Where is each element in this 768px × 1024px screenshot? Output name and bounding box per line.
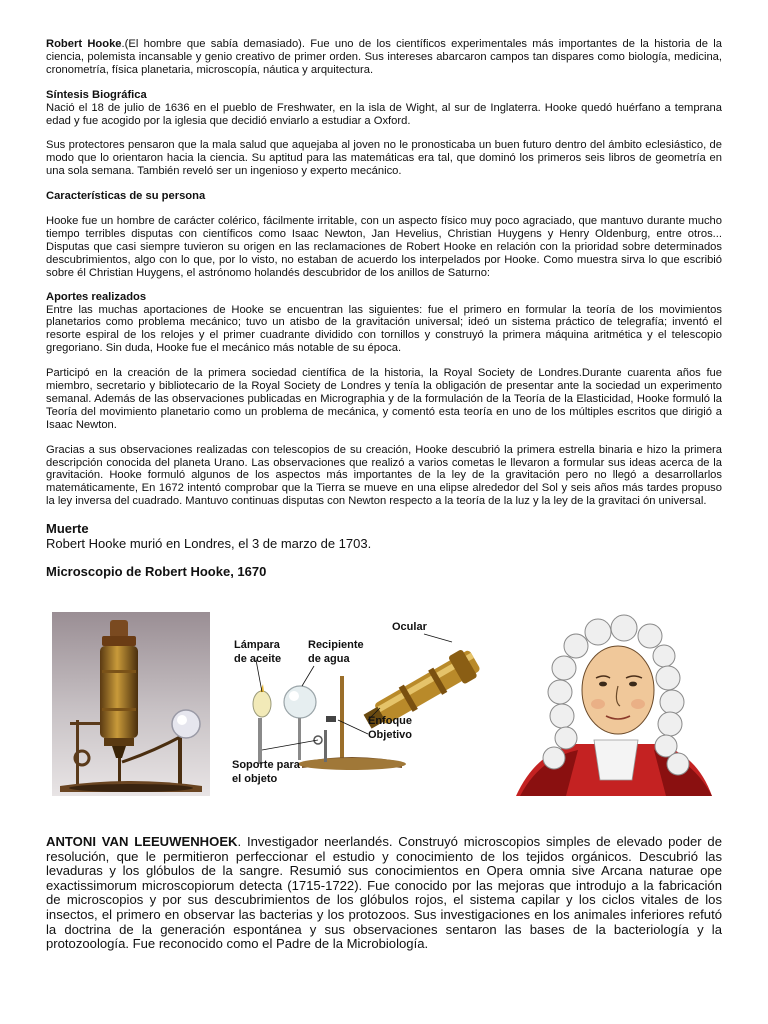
label-soporte-2: el objeto — [232, 773, 278, 785]
leeuwenhoek-paragraph — [46, 835, 722, 952]
aportes-paragraph-1: Entre las muchas aportaciones de Hooke se encuentran las siguientes: fue el primero en formular la teoría de los movimientos planetarios como problema mecánico; tuvo un atisbo de la gravitación universal; ideó un sistema práctico de telegrafía; inventó el resorte espiral de los relojes y el primer cuadrante dividido con tornillos y construyó la primera máquina aritmética y el telescopio gregoriano. Sin duda, Hooke fue el mecánico más notable de su época. — [46, 303, 722, 355]
aportes-paragraph-2: Participó en la creación de la primera sociedad científica de la historia, la Royal Society de Londres.Durante cuarenta años fue miembro, secretario y bibliotecario de la Royal Society de Londres y tenía la obligación de presentar ante la sociedad un experimento semanal. Además de las observaciones publicadas en Micrographia y de la formulación de la Teoría de la Elasticidad, Hooke formuló la Teoría del movimiento planetario como un problema de mecánica, y comentó esta teoría en uno de los múltiples escritos que dirigió a Isaac Newton. — [46, 367, 722, 431]
microscope-photo-image — [52, 612, 210, 796]
label-soporte-1: Soporte para — [232, 759, 300, 771]
sintesis-paragraph-1: Nació el 18 de julio de 1636 en el pueblo de Freshwater, en la isla de Wight, al sur de Inglaterra. Hooke quedó huérfano a temprana edad y fue acogido por la iglesia que decidió enviarlo a estudiar a Oxford. — [46, 101, 722, 127]
label-lampara-1: Lámpara — [234, 639, 280, 651]
leeuwenhoek-name: ANTONI VAN LEEUWENHOEK — [46, 834, 238, 849]
sintesis-paragraph-2: Sus protectores pensaron que la mala salud que aquejaba al joven no le pronosticaba un buen futuro dentro del ámbito eclesiástico, de modo que lo orientaron hacia la ciencia. Su aptitud para las matemáticas era tal, que dominó los primeros seis libros de geometría en una sola semana. También reveló ser un ingenioso y experto mecánico. — [46, 139, 722, 178]
intro-text: .(El hombre que sabía demasiado). Fue uno de los científicos experimentales más importantes de la historia de la ciencia, polemista incansable y genio creativo de primer orden. Sus intereses abarcaron campos tan dispares como biología, medicina, cronometría, física planetaria, microscopía, náutica y arquitectura. — [46, 38, 722, 76]
intro-name: Robert Hooke — [46, 38, 122, 50]
intro-paragraph — [46, 38, 722, 77]
label-enfoque: Enfoque — [368, 715, 412, 727]
label-lampara-2: de aceite — [234, 653, 282, 665]
microscope-diagram — [222, 612, 492, 796]
sintesis-heading: Síntesis Biográfica — [46, 88, 147, 101]
muerte-heading: Muerte — [46, 521, 89, 537]
leeuwenhoek-text: . Investigador neerlandés. Construyó microscopios simples de elevado poder de resolución, que le permitieron perfeccionar el estudio y conocimiento de los tejidos orgánicos. Descubrió las levaduras y los glóbulos de la sangre. Resumió sus conocimientos en Opera omnia sive Arcana naturae ope exactissimorum microscopiorum detecta (1715-1722). Fue conocido por las mejoras que introdujo a la fabricación de microscopios y por sus descubrimientos de los glóbulos rojos, el sistema capilar y los ciclos vitales de los insectos, el primero en observar las bacterias y los protozoos. Sus investigaciones en los animales inferiores refutó la doctrina de la generación espontánea y sus observaciones sentaron las bases de la bacteriología y la protozoología. Fue reconocido como el Padre de la Microbiología. — [46, 834, 722, 952]
caracteristicas-heading: Características de su persona — [46, 190, 206, 203]
microscope-diagram-image — [222, 612, 492, 796]
aportes-paragraph-3: Gracias a sus observaciones realizadas con telescopios de su creación, Hooke descubrió la primera estrella binaria e hizo la primera descripción conocida del planeta Urano. Las observaciones que realizó a varios cometas le llevaron a formular sus ideas acerca de la gravitación. Hooke formuló algunos de los aspectos más importantes de la ley de la gravitación pero no llegó a desarrollarlos matemáticamente, En 1672 intentó comprobar que la Tierra se mueve en una elipse alrededor del Sol y seis años más tardes propuso la ley inversa del cuadrado. Mantuvo continuas disputas con Newton respecto a la teoría de la luz y la ley de la gravitaci ón universal. — [46, 443, 722, 508]
figures-row — [52, 612, 726, 796]
label-recipiente-2: de agua — [308, 653, 350, 665]
portrait-image — [506, 612, 726, 796]
document-body — [46, 38, 722, 579]
microscope-photo — [52, 612, 210, 796]
microscopio-heading: Microscopio de Robert Hooke, 1670 — [46, 564, 267, 580]
label-ocular: Ocular — [392, 621, 427, 633]
label-objetivo: Objetivo — [368, 729, 413, 741]
muerte-text: Robert Hooke murió en Londres, el 3 de marzo de 1703. — [46, 536, 372, 552]
aportes-heading: Aportes realizados — [46, 290, 147, 303]
caracteristicas-paragraph: Hooke fue un hombre de carácter colérico, fácilmente irritable, con un aspecto físico muy poco agraciado, que mantuvo durante mucho tiempo terribles disputas con científicos como Isaac Newton, Jan Hevelius, Christian Huygens y Henry Oldenburg, entre otros... Disputas que casi siempre tuvieron su origen en las reclamaciones de Robert Hooke en relación con la prioridad sobre determinados descubrimientos, algo con lo que, por lo visto, no estaban de acuerdo los interpelados por Hooke. Como muestra sirva lo que escribió sobre él Christian Huygens, el astrónomo holandés descubridor de los anillos de Saturno: — [46, 215, 722, 279]
portrait-illustration — [506, 612, 726, 796]
label-recipiente-1: Recipiente — [308, 639, 364, 651]
